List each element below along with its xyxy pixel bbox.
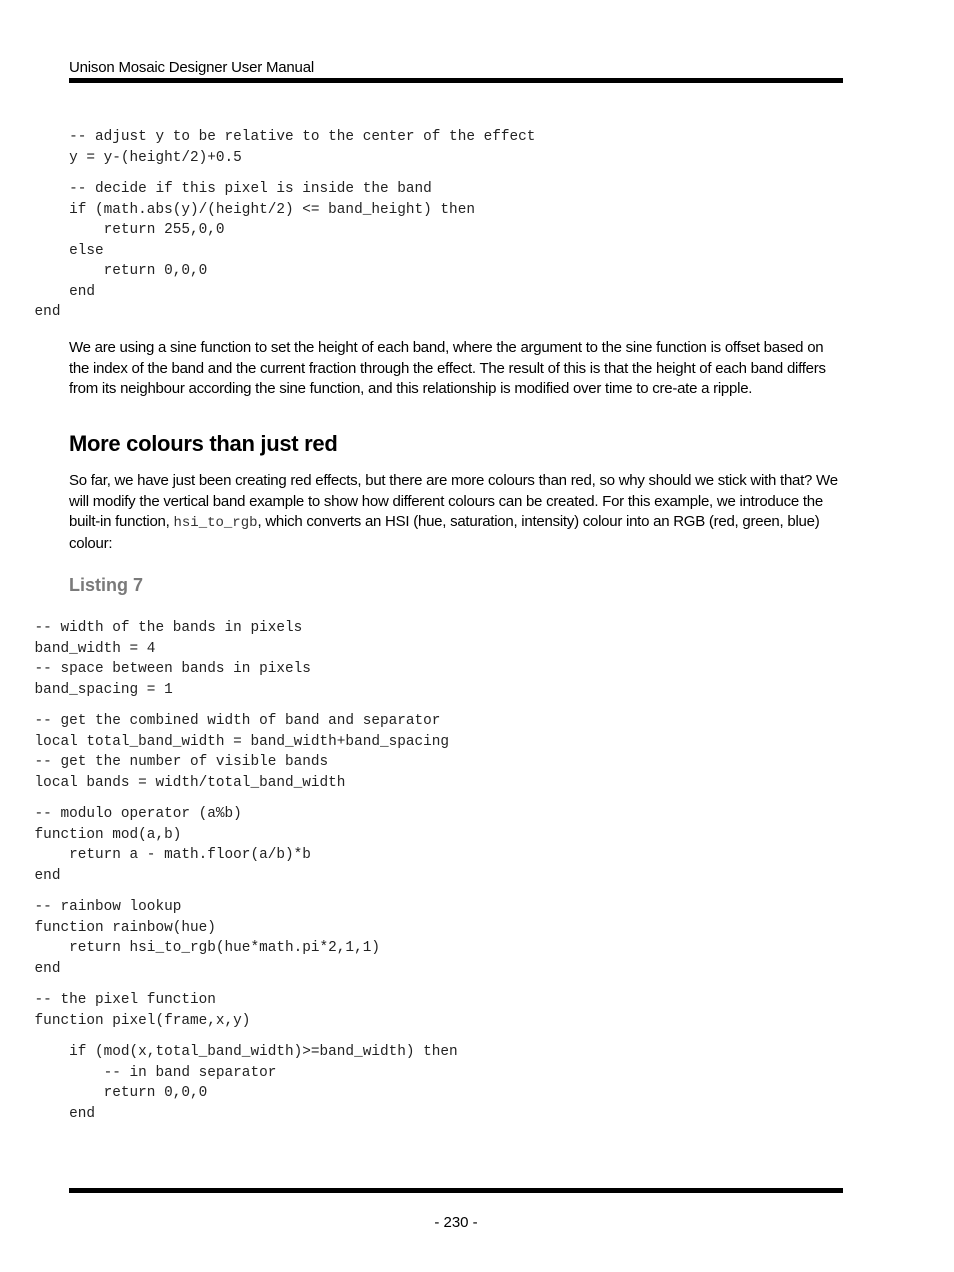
code-line <box>0 793 458 804</box>
code-line: -- adjust y to be relative to the center of the effect <box>0 129 536 145</box>
code-line <box>0 979 458 990</box>
code-line: return 0,0,0 <box>0 1085 208 1101</box>
code-line: return 0,0,0 <box>0 263 208 279</box>
code-line <box>0 886 458 897</box>
code-line: band_width = 4 <box>0 640 156 657</box>
code-line: -- modulo operator (a%b) <box>0 806 242 822</box>
inline-code: hsi_to_rgb <box>173 515 258 532</box>
code-line: end <box>0 304 61 320</box>
paragraph-text: , which converts an HSI (hue, saturation, intensity) colour into an RGB (red, green, blue) colour: <box>69 513 820 552</box>
code-line: -- decide if this pixel is inside the band <box>0 181 432 197</box>
code-line: end <box>0 1105 95 1122</box>
code-line: -- rainbow lookup <box>0 899 182 915</box>
code-line: local bands = width/total_band_width <box>0 774 346 791</box>
code-line: else <box>0 242 104 259</box>
code-line: return 255,0,0 <box>0 222 225 238</box>
code-line: function pixel(frame,x,y) <box>0 1012 251 1029</box>
code-line <box>0 700 458 711</box>
code-line: -- width of the bands in pixels <box>0 620 303 636</box>
code-line: end <box>0 283 95 300</box>
code-line: local total_band_width = band_width+band_spacing <box>0 733 450 750</box>
code-line: if (math.abs(y)/(height/2) <= band_height) then <box>0 201 475 218</box>
code-line: band_spacing = 1 <box>0 681 173 698</box>
header-rule <box>69 78 843 83</box>
code-block <box>0 127 535 323</box>
code-line: function mod(a,b) <box>0 826 182 843</box>
code-line: -- get the number of visible bands <box>0 754 329 770</box>
page-number: - 230 - <box>434 1214 478 1231</box>
code-line: -- get the combined width of band and separator <box>0 713 441 729</box>
code-line: if (mod(x,total_band_width)>=band_width) then <box>0 1044 458 1060</box>
section-heading: More colours than just red <box>69 431 338 456</box>
code-line: return hsi_to_rgb(hue*math.pi*2,1,1) <box>0 940 380 956</box>
code-line: -- in band separator <box>0 1064 277 1081</box>
code-line: return a - math.floor(a/b)*b <box>0 847 311 863</box>
body-paragraph: We are using a sine function to set the height of each band, where the argument to the sine function is offset based on the index of the band and the current fraction through the effect. The result of this is that the height of each band differs from its neighbour according the sine function, and this relationship is modified over time to cre-ate a ripple. <box>69 339 826 398</box>
code-line <box>0 1031 458 1042</box>
listing-title: Listing 7 <box>69 575 144 595</box>
code-line: -- space between bands in pixels <box>0 661 311 677</box>
code-line: function rainbow(hue) <box>0 919 216 936</box>
code-line: end <box>0 867 61 884</box>
code-line: -- the pixel function <box>0 992 216 1008</box>
code-line: y = y-(height/2)+0.5 <box>0 149 242 166</box>
code-line: end <box>0 960 61 977</box>
body-paragraph <box>69 471 845 554</box>
paragraph-text: So far, we have just been creating red effects, but there are more colours than red, so why should we stick with that? We will modify the vertical band example to show how different colours can be created. For this example, we introduce the built-in function, <box>69 472 838 531</box>
footer-rule <box>69 1188 843 1193</box>
running-header: Unison Mosaic Designer User Manual <box>69 59 314 76</box>
code-line <box>0 168 535 179</box>
code-block <box>0 618 458 1124</box>
